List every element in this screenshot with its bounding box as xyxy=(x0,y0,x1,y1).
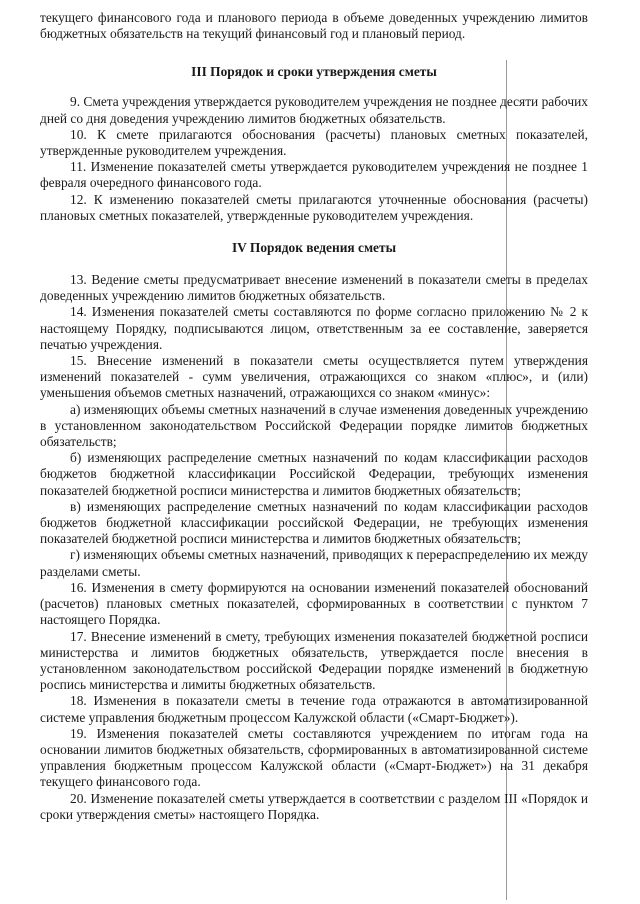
paragraph-12: 12. К изменению показателей сметы прилагаются уточненные обоснования (расчеты) плановых сметных показателей, утвержденные руководителем учреждения. xyxy=(40,191,588,223)
section-4-title: IV Порядок ведения сметы xyxy=(231,240,397,256)
document-body xyxy=(40,10,588,823)
paragraph-15: 15. Внесение изменений в показатели сметы осуществляется путем утверждения изменений показателей - сумм увеличения, отражающихся со знаком «плюс», и (или) уменьшения объемов сметных назначений, отражающихся со знаком «минус»: xyxy=(40,353,588,401)
paragraph-15b: б) изменяющих распределение сметных назначений по кодам классификации расходов бюджетов бюджетной классификации Российской Федерации, требующих изменения показателей бюджетной росписи министерства и лимитов бюджетных обязательств; xyxy=(40,450,588,498)
paragraph-9: 9. Смета учреждения утверждается руководителем учреждения не позднее десяти рабочих дней со дня доведения учреждению лимитов бюджетных обязательств. xyxy=(40,94,588,126)
section-3-title: III Порядок и сроки утверждения сметы xyxy=(191,64,437,80)
paragraph-16: 16. Изменения в смету формируются на основании изменений показателей обоснований (расчетов) плановых сметных показателей, сформированных в соответствии с пунктом 7 настоящего Порядка. xyxy=(40,579,588,628)
paragraph-10: 10. К смете прилагаются обоснования (расчеты) плановых сметных показателей, утвержденные руководителем учреждения. xyxy=(40,126,588,159)
paragraph-17: 17. Внесение изменений в смету, требующих изменения показателей бюджетной росписи министерства и лимитов бюджетных обязательств, утверждается после внесения в установленном законодательством российской Федерации порядке изменений в бюджетную роспись министерства и лимиты бюджетных обязательств. xyxy=(40,628,588,693)
paragraph-14: 14. Изменения показателей сметы составляются по форме согласно приложению № 2 к настоящему Порядку, подписываются лицом, ответственным за ее составление, заверяется печатью учреждения. xyxy=(40,304,588,352)
intro-paragraph: текущего финансового года и планового периода в объеме доведенных учреждению лимитов бюджетных обязательств на текущий финансовый год и плановый период. xyxy=(40,10,588,42)
paragraph-15c: в) изменяющих распределение сметных назначений по кодам классификации расходов бюджетов бюджетной классификации российской Федерации, не требующих изменения показателей бюджетной росписи министерства и лимитов бюджетных обязательств; xyxy=(40,498,588,547)
paragraph-20: 20. Изменение показателей сметы утверждается в соответствии с разделом III «Порядок и сроки утверждения сметы» настоящего Порядка. xyxy=(40,790,588,822)
paragraph-18: 18. Изменения в показатели сметы в течение года отражаются в автоматизированной системе управления бюджетным процессом Калужской области («Смарт-Бюджет»). xyxy=(40,693,588,725)
paragraph-19: 19. Изменения показателей сметы составляются учреждением по итогам года на основании лимитов бюджетных обязательств, сформированных в автоматизированной системе управления бюджетным процессом Калужской области («Смарт-Бюджет») на 31 декабря текущего финансового года. xyxy=(40,725,588,790)
paragraph-15d: г) изменяющих объемы сметных назначений, приводящих к перераспределению их между разделами сметы. xyxy=(40,547,588,579)
paragraph-13: 13. Ведение сметы предусматривает внесение изменений в показатели сметы в пределах доведенных учреждению лимитов бюджетных обязательств. xyxy=(40,272,588,304)
paragraph-11: 11. Изменение показателей сметы утверждается руководителем учреждения не позднее 1 февраля очередного финансового года. xyxy=(40,159,588,191)
paragraph-15a: а) изменяющих объемы сметных назначений в случае изменения доведенных учреждению в установленном законодательством Российской Федерации порядке лимитов бюджетных обязательств; xyxy=(40,401,588,450)
